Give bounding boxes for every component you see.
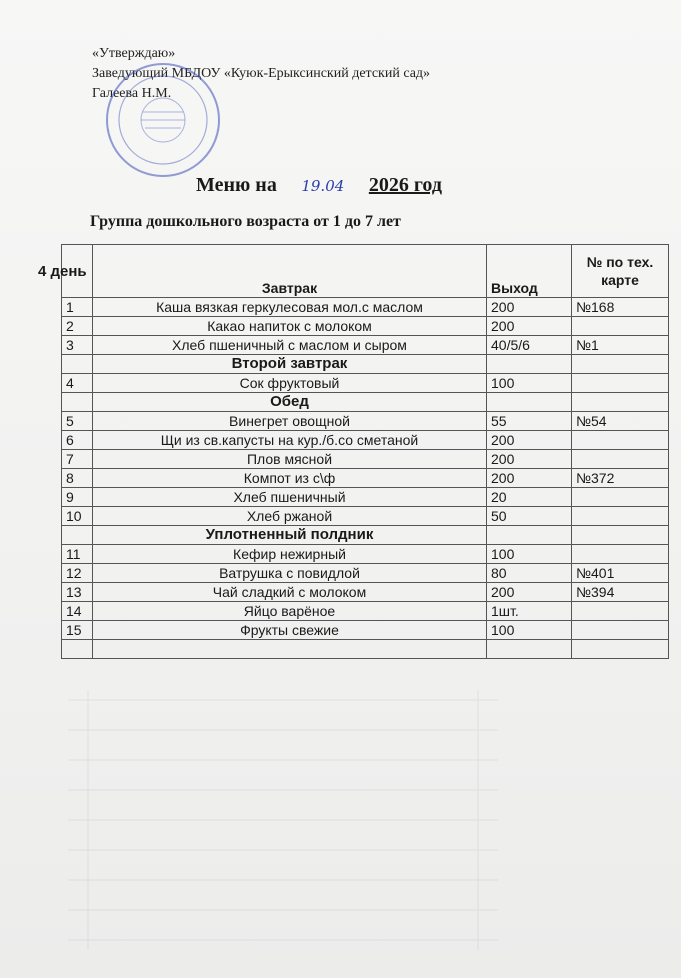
table-row bbox=[62, 507, 669, 526]
cell-number bbox=[62, 526, 93, 545]
cell-card bbox=[572, 450, 669, 469]
table-row bbox=[62, 621, 669, 640]
cell-dish: Фрукты свежие bbox=[93, 621, 487, 640]
cell-output: 100 bbox=[487, 374, 572, 393]
table-row bbox=[62, 374, 669, 393]
cell-output: 200 bbox=[487, 583, 572, 602]
official-stamp-icon bbox=[103, 60, 223, 180]
cell-output: 200 bbox=[487, 469, 572, 488]
cell-dish: Кефир нежирный bbox=[93, 545, 487, 564]
table-row bbox=[62, 602, 669, 621]
cell-card bbox=[572, 507, 669, 526]
cell-number: 7 bbox=[62, 450, 93, 469]
menu-table bbox=[38, 244, 669, 659]
cell-number: 1 bbox=[62, 298, 93, 317]
cell-number: 6 bbox=[62, 431, 93, 450]
cell-number: 15 bbox=[62, 621, 93, 640]
header-meal: Завтрак bbox=[93, 245, 487, 298]
cell-number bbox=[62, 640, 93, 659]
cell-output: 1шт. bbox=[487, 602, 572, 621]
handwritten-date: 19.04 bbox=[301, 177, 345, 195]
cell-dish: Винегрет овощной bbox=[93, 412, 487, 431]
cell-dish bbox=[93, 640, 487, 659]
cell-dish: Чай сладкий с молоком bbox=[93, 583, 487, 602]
cell-number: 10 bbox=[62, 507, 93, 526]
cell-dish: Обед bbox=[93, 393, 487, 412]
cell-number: 11 bbox=[62, 545, 93, 564]
table-row bbox=[62, 450, 669, 469]
cell-dish: Хлеб ржаной bbox=[93, 507, 487, 526]
cell-dish: Щи из св.капусты на кур./б.со сметаной bbox=[93, 431, 487, 450]
approval-line-1: «Утверждаю» bbox=[92, 46, 176, 61]
cell-card: №401 bbox=[572, 564, 669, 583]
cell-card: №394 bbox=[572, 583, 669, 602]
cell-card bbox=[572, 602, 669, 621]
header-card-line-2: карте bbox=[601, 272, 639, 288]
cell-number: 13 bbox=[62, 583, 93, 602]
table-row bbox=[62, 545, 669, 564]
table-row bbox=[62, 412, 669, 431]
table-row bbox=[62, 298, 669, 317]
title-year: 2026 год bbox=[368, 174, 442, 196]
table-row bbox=[62, 431, 669, 450]
cell-output bbox=[487, 526, 572, 545]
cell-card bbox=[572, 431, 669, 450]
cell-dish: Сок фруктовый bbox=[93, 374, 487, 393]
cell-output: 200 bbox=[487, 450, 572, 469]
table-row bbox=[62, 640, 669, 659]
cell-dish: Яйцо варёное bbox=[93, 602, 487, 621]
table-header-row bbox=[62, 245, 669, 298]
cell-dish: Хлеб пшеничный bbox=[93, 488, 487, 507]
menu-body bbox=[62, 298, 669, 659]
cell-card bbox=[572, 393, 669, 412]
cell-number: 3 bbox=[62, 336, 93, 355]
cell-number: 12 bbox=[62, 564, 93, 583]
cell-output: 100 bbox=[487, 545, 572, 564]
cell-number bbox=[62, 393, 93, 412]
cell-dish: Уплотненный полдник bbox=[93, 526, 487, 545]
cell-dish: Каша вязкая геркулесовая мол.с маслом bbox=[93, 298, 487, 317]
cell-dish: Ватрушка с повидлой bbox=[93, 564, 487, 583]
table-row bbox=[62, 564, 669, 583]
cell-output: 200 bbox=[487, 431, 572, 450]
table-row bbox=[62, 317, 669, 336]
cell-dish: Хлеб пшеничный с маслом и сыром bbox=[93, 336, 487, 355]
approval-line-3: Галеева Н.М. bbox=[92, 86, 172, 101]
cell-card bbox=[572, 355, 669, 374]
cell-number: 4 bbox=[62, 374, 93, 393]
bleed-through-artifact bbox=[68, 690, 498, 950]
cell-card: №372 bbox=[572, 469, 669, 488]
section-row bbox=[62, 355, 669, 374]
cell-output: 200 bbox=[487, 317, 572, 336]
table-row bbox=[62, 336, 669, 355]
cell-number bbox=[62, 355, 93, 374]
table-row bbox=[62, 488, 669, 507]
cell-number: 9 bbox=[62, 488, 93, 507]
cell-output: 40/5/6 bbox=[487, 336, 572, 355]
header-card-line-1: № по тех. bbox=[586, 254, 654, 270]
page-title bbox=[196, 174, 442, 197]
cell-output: 80 bbox=[487, 564, 572, 583]
section-row bbox=[62, 393, 669, 412]
cell-number: 14 bbox=[62, 602, 93, 621]
cell-number: 8 bbox=[62, 469, 93, 488]
table-row bbox=[62, 469, 669, 488]
cell-dish: Второй завтрак bbox=[93, 355, 487, 374]
cell-card bbox=[572, 640, 669, 659]
section-row bbox=[62, 526, 669, 545]
cell-card: №168 bbox=[572, 298, 669, 317]
cell-output: 20 bbox=[487, 488, 572, 507]
title-prefix: Меню на bbox=[196, 174, 277, 196]
header-output: Выход bbox=[487, 245, 572, 298]
header-day: 4 день bbox=[62, 245, 93, 298]
cell-card bbox=[572, 317, 669, 336]
cell-dish: Какао напиток с молоком bbox=[93, 317, 487, 336]
cell-card bbox=[572, 488, 669, 507]
cell-card bbox=[572, 621, 669, 640]
cell-card: №1 bbox=[572, 336, 669, 355]
cell-dish: Компот из с\ф bbox=[93, 469, 487, 488]
cell-dish: Плов мясной bbox=[93, 450, 487, 469]
header-card bbox=[572, 245, 669, 298]
table-row bbox=[62, 583, 669, 602]
cell-card bbox=[572, 374, 669, 393]
cell-output: 200 bbox=[487, 298, 572, 317]
cell-output: 55 bbox=[487, 412, 572, 431]
cell-output: 100 bbox=[487, 621, 572, 640]
group-subtitle: Группа дошкольного возраста от 1 до 7 лет bbox=[90, 213, 401, 230]
approval-line-2: Заведующий МБДОУ «Куюк-Ерыксинский детский сад» bbox=[92, 66, 431, 81]
cell-output bbox=[487, 355, 572, 374]
cell-output bbox=[487, 393, 572, 412]
cell-card bbox=[572, 545, 669, 564]
cell-output bbox=[487, 640, 572, 659]
cell-number: 5 bbox=[62, 412, 93, 431]
cell-card: №54 bbox=[572, 412, 669, 431]
cell-output: 50 bbox=[487, 507, 572, 526]
cell-number: 2 bbox=[62, 317, 93, 336]
cell-card bbox=[572, 526, 669, 545]
